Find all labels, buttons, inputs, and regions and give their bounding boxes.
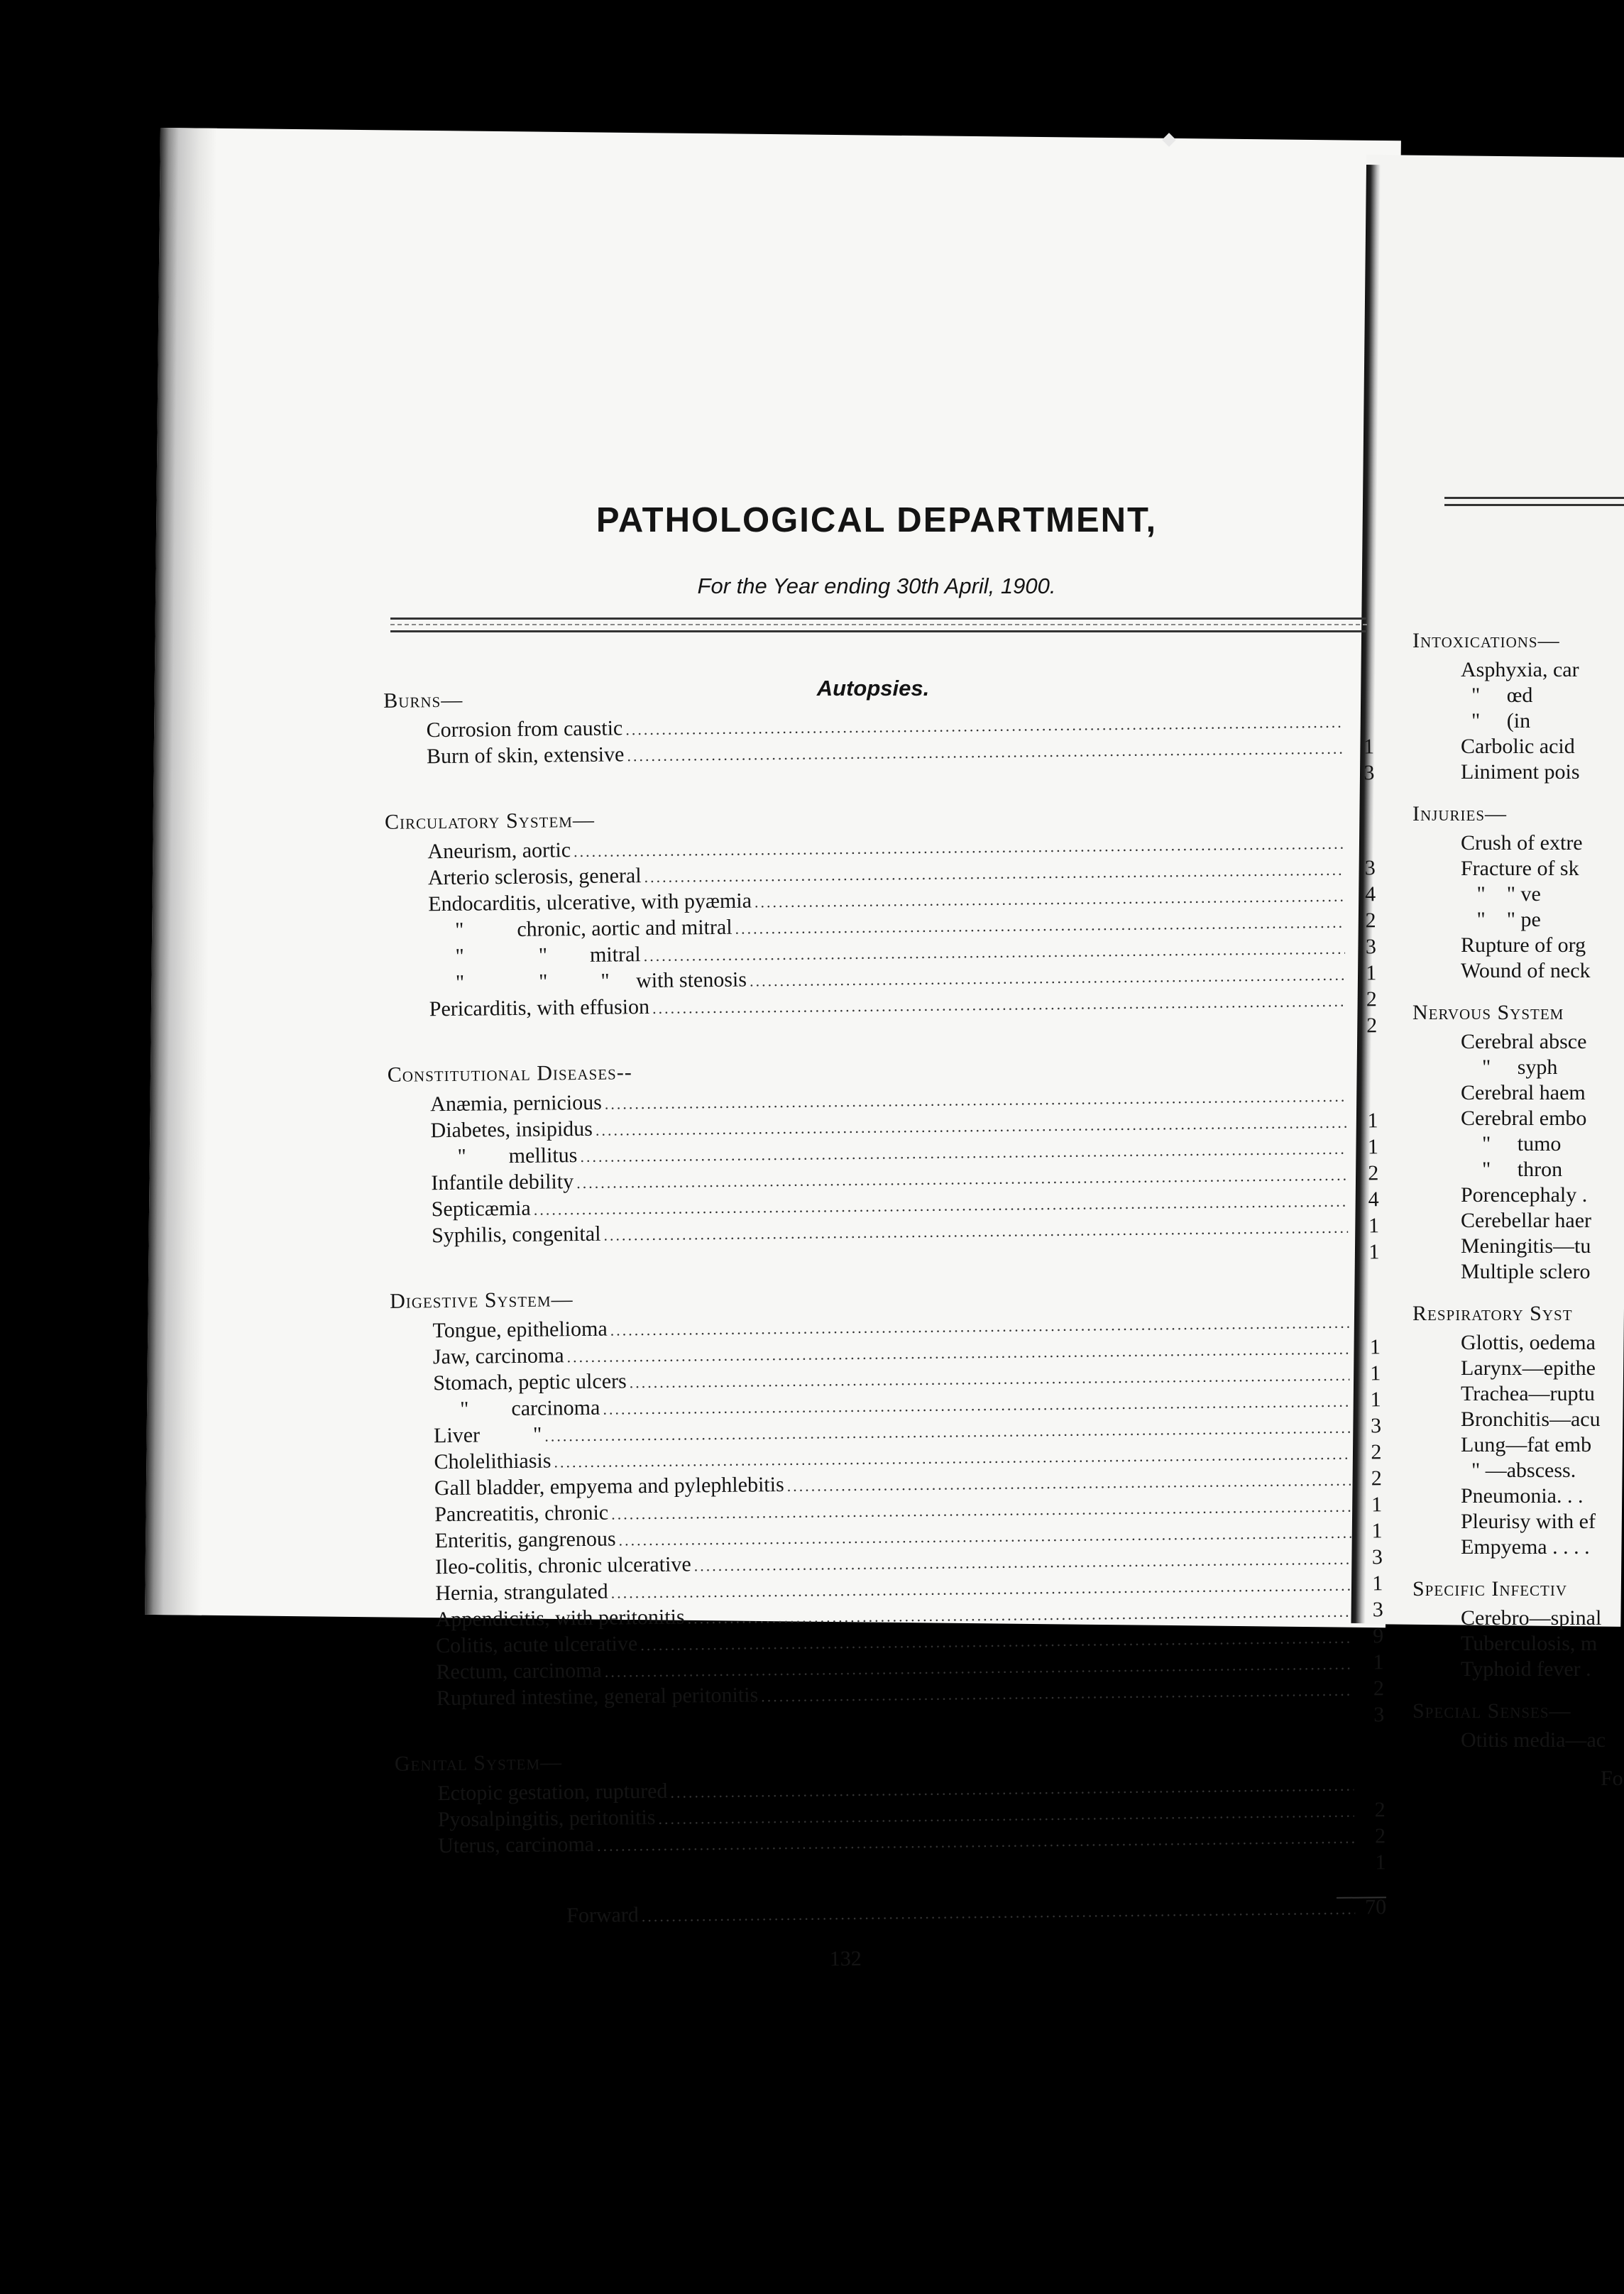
entry-count: 3 [1370,1414,1382,1438]
right-section-heading: Nervous System [1412,1001,1564,1024]
right-section-heading: Special Senses— [1412,1699,1571,1723]
entry-label: Pancreatitis, chronic [434,1500,609,1527]
entry-label: Colitis, acute ulcerative [436,1632,638,1658]
entry-count: 1 [1372,1571,1383,1596]
entry-count: 1 [1367,1109,1378,1133]
right-entry: Fracture of sk [1461,857,1579,880]
section [378,796,1378,1049]
right-entry: Typhoid fever . [1461,1657,1591,1681]
entry-count: 1 [1371,1519,1383,1543]
section-total: 3 [1364,761,1375,785]
right-entry: Bronchitis—acu [1461,1407,1601,1431]
entry-count: 9 [1372,1624,1384,1648]
right-forward: Fo [1601,1767,1623,1790]
page-edge [145,128,217,1615]
forward-label: Forward [566,1903,639,1928]
right-entry: Rupture of org [1461,933,1586,957]
page-number: 132 [829,1946,862,1971]
entry-count: 1 [1369,1335,1381,1359]
right-entry: Carbolic acid [1461,735,1575,758]
title-rules [390,618,1367,639]
section [376,674,1375,796]
entry-label: Septicæmia [431,1196,531,1222]
entry-count: 1 [1363,735,1375,759]
entry-count: 3 [1372,1598,1383,1622]
entry-count: 2 [1368,1161,1379,1185]
section [388,1738,1386,1886]
entry-label: Aneurism, aortic [427,838,571,864]
right-entry: Empyema . . . . [1461,1535,1590,1559]
entry-count: 4 [1368,1187,1379,1212]
right-section-heading: Specific Infectiv [1412,1577,1568,1601]
right-entry: Cerebro—spinal [1461,1606,1602,1630]
right-section [1412,1573,1624,1682]
rule-line [1444,504,1624,506]
entry-count: 4 [1364,882,1376,906]
right-entry: Cerebellar haer [1461,1209,1592,1232]
right-entry: " " pe [1461,908,1541,931]
right-entry: " (in [1461,709,1531,732]
entry-count: 2 [1366,987,1377,1011]
right-entry: Tuberculosis, m [1461,1632,1598,1655]
entry-label: Infantile debility [431,1170,574,1195]
entry-count: 1 [1370,1361,1381,1385]
entry-label: Liver " [433,1422,542,1448]
entry-label: Enteritis, gangrenous [434,1527,616,1553]
right-entry: Glottis, oedema [1461,1331,1596,1354]
right-entry: Cerebral embo [1461,1107,1587,1130]
right-entry: Cerebral absce [1461,1030,1587,1053]
right-section [1412,625,1624,785]
right-entry: " thron [1461,1158,1563,1181]
forward-value: 70 [1364,1895,1387,1919]
entry-label: Ruptured intestine, general peritonitis [436,1683,759,1711]
entry-label: Gall bladder, empyema and pylephlebitis [434,1473,784,1500]
right-entry: Multiple sclero [1461,1260,1591,1283]
entry-count: 2 [1365,909,1376,933]
entry-count: 3 [1371,1545,1383,1569]
entry-count: 1 [1368,1214,1380,1238]
right-section-heading: Respiratory Syst [1412,1302,1573,1325]
right-entry: Liniment pois [1461,760,1580,784]
section-heading: Digestive System— [389,1288,574,1313]
right-section-heading: Injuries— [1412,802,1508,825]
right-entry: Meningitis—tu [1461,1234,1591,1258]
right-section [1412,1695,1624,1753]
rule-line [390,618,1367,620]
sections-container [376,674,1386,1886]
entry-count: 3 [1365,935,1377,959]
right-entry: Trachea—ruptu [1461,1382,1595,1405]
entry-label: Cholelithiasis [434,1449,552,1474]
right-entry: Pleurisy with ef [1461,1510,1596,1533]
right-entry: Porencephaly . [1461,1183,1588,1207]
entry-label: Rectum, carcinoma [436,1658,602,1684]
entry-label: " mellitus [430,1143,578,1169]
entry-label: Endocarditis, ulcerative, with pyæmia [428,889,752,916]
right-entry: Crush of extre [1461,831,1583,855]
page-title: PATHOLOGICAL DEPARTMENT, [596,501,1158,539]
right-entry: Larynx—epithe [1461,1356,1596,1380]
right-entry: " —abscess. [1461,1459,1576,1482]
rule-line [1444,497,1624,499]
entry-count: 2 [1374,1824,1386,1848]
entry-label: " carcinoma [433,1395,600,1422]
section-heading: Constitutional Diseases-- [387,1060,632,1087]
entry-count: 2 [1371,1466,1382,1491]
right-entry: Pneumonia. . . [1461,1484,1584,1508]
entry-label: Diabetes, insipidus [430,1116,593,1143]
rule-line [390,624,1367,625]
entry-label: Hernia, strangulated [435,1579,608,1606]
autopsies-heading: Autopsies. [816,676,930,701]
right-section [1412,997,1624,1285]
right-entry: Cerebral haem [1461,1081,1586,1104]
right-entry: Wound of neck [1461,959,1591,982]
right-section [1412,1297,1624,1560]
entry-label: Appendicitis, with peritonitis [435,1605,685,1632]
entry-count: 1 [1366,961,1377,985]
entry-label: Pericarditis, with effusion [429,994,650,1021]
right-entry: " tumo [1461,1132,1562,1156]
section [380,1048,1380,1275]
entry-label: Ectopic gestation, ruptured [437,1779,668,1806]
entry-label: Tongue, epithelioma [432,1317,608,1343]
autopsy-table [376,674,1387,1976]
entry-label: Corrosion from caustic [426,716,623,742]
page-subtitle: For the Year ending 30th April, 1900. [697,574,1056,598]
right-entry: Otitis media—ac [1461,1728,1606,1752]
right-entry: " syph [1461,1055,1558,1079]
section-total: 2 [1366,1014,1378,1038]
section-total: 1 [1375,1850,1386,1875]
entry-count: 3 [1364,856,1376,880]
right-section [1412,798,1624,984]
entry-label: Ileo-colitis, chronic ulcerative [434,1552,691,1579]
right-page-rules [1444,497,1624,511]
entry-label: Burn of skin, extensive [426,742,625,769]
entry-count: 2 [1371,1440,1382,1464]
section-heading: Genital System— [394,1750,563,1776]
right-entry: Lung—fat emb [1461,1433,1592,1456]
entry-label: Jaw, carcinoma [432,1344,564,1369]
entry-count: 1 [1373,1650,1384,1674]
entry-label: Arterio sclerosis, general [427,864,642,890]
right-entry: " " ve [1461,882,1541,906]
right-entry: " œd [1461,684,1533,707]
entry-count: 1 [1371,1493,1383,1517]
section-total: 3 [1373,1703,1385,1727]
entry-label: " " " with stenosis [429,967,747,995]
entry-count: 1 [1367,1135,1379,1159]
entry-label: Pyosalpingitis, peritonitis [437,1805,656,1832]
rule-line [390,630,1367,632]
entry-label: " chronic, aortic and mitral [428,915,733,943]
entry-count: 2 [1374,1798,1386,1822]
entry-label: Anæmia, pernicious [430,1090,602,1116]
right-entry: Asphyxia, car [1461,658,1579,681]
entry-count: 1 [1370,1388,1381,1412]
entry-label: Stomach, peptic ulcers [433,1369,627,1395]
entry-label: Uterus, carcinoma [437,1832,595,1858]
entry-label: " " mitral [428,943,641,969]
section-total: 1 [1368,1240,1380,1264]
section-heading: Burns— [383,688,463,713]
section [383,1275,1385,1738]
entry-label: Syphilis, congenital [431,1222,601,1248]
right-section-heading: Intoxications— [1412,629,1560,652]
entry-count: 2 [1373,1676,1385,1701]
right-page-content [1412,625,1624,1791]
section-heading: Circulatory System— [384,808,596,834]
